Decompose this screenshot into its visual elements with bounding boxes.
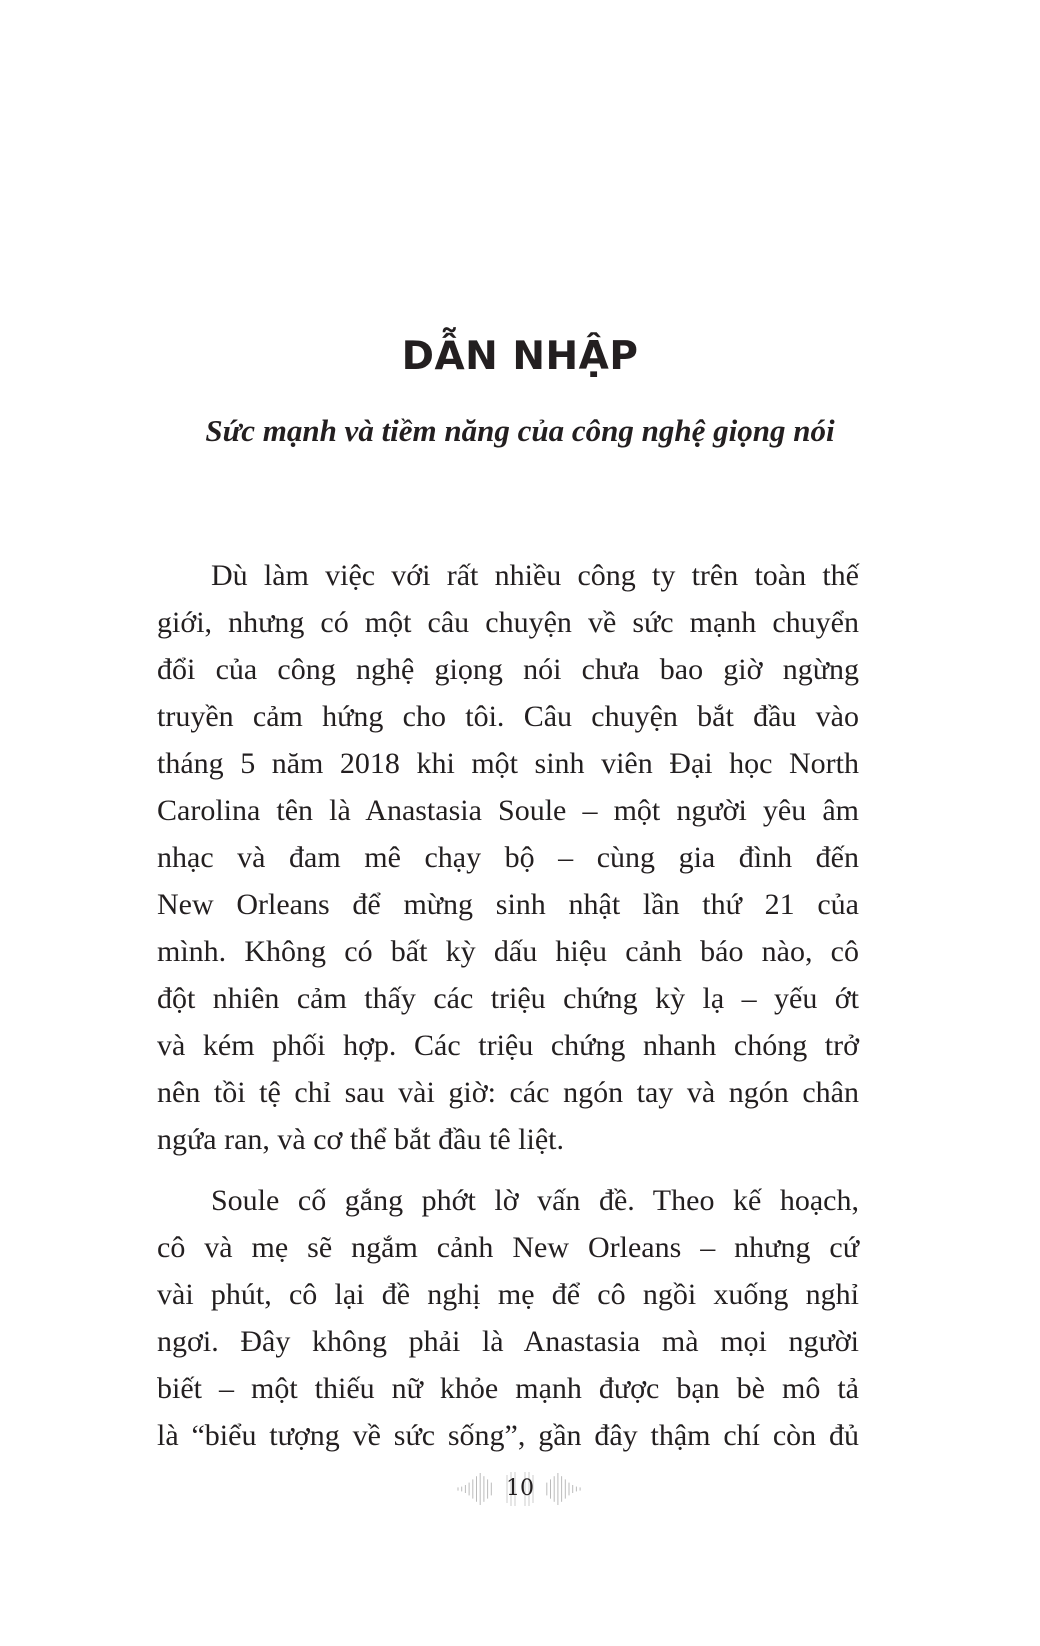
text-line: ngơi. Đây không phải là Anastasia mà mọi người [157, 1325, 859, 1358]
page-number: 10 [506, 1475, 534, 1501]
text-line: Dù làm việc với rất nhiều công ty trên toàn thế [211, 559, 859, 592]
text-line: nhạc và đam mê chạy bộ – cùng gia đình đến [157, 841, 859, 874]
text-line: cô và mẹ sẽ ngắm cảnh New Orleans – nhưng cứ [157, 1231, 859, 1264]
chapter-subtitle: Sức mạnh và tiềm năng của công nghệ giọng nói [205, 413, 835, 448]
text-line: giới, nhưng có một câu chuyện về sức mạnh chuyển [157, 606, 859, 639]
text-line: đột nhiên cảm thấy các triệu chứng kỳ lạ – yếu ớt [157, 982, 859, 1015]
text-line: biết – một thiếu nữ khỏe mạnh được bạn bè mô tả [157, 1372, 859, 1405]
text-line: đổi của công nghệ giọng nói chưa bao giờ ngừng [157, 653, 859, 686]
text-line: Soule cố gắng phớt lờ vấn đề. Theo kế hoạch, [211, 1184, 859, 1217]
paragraph-2 [157, 1177, 859, 1459]
text-line: New Orleans để mừng sinh nhật lần thứ 21 của [157, 888, 859, 921]
text-line: mình. Không có bất kỳ dấu hiệu cảnh báo nào, cô [157, 935, 859, 968]
text-line: vài phút, cô lại đề nghị mẹ để cô ngồi xuống nghỉ [157, 1278, 859, 1311]
chapter-title: DẪN NHẬP [401, 334, 639, 379]
text-line: và kém phối hợp. Các triệu chứng nhanh chóng trở [157, 1029, 859, 1062]
text-line: truyền cảm hứng cho tôi. Câu chuyện bắt đầu vào [157, 700, 859, 733]
paragraph-1 [157, 552, 859, 1163]
text-line: tháng 5 năm 2018 khi một sinh viên Đại học North [157, 747, 859, 780]
text-line: Carolina tên là Anastasia Soule – một người yêu âm [157, 794, 859, 827]
text-line: nên tồi tệ chỉ sau vài giờ: các ngón tay và ngón chân [157, 1076, 859, 1109]
page-footer [0, 1468, 1040, 1508]
text-line: ngứa ran, và cơ thể bắt đầu tê liệt. [157, 1123, 564, 1156]
text-line: là “biểu tượng về sức sống”, gần đây thậm chí còn đủ [157, 1419, 859, 1452]
